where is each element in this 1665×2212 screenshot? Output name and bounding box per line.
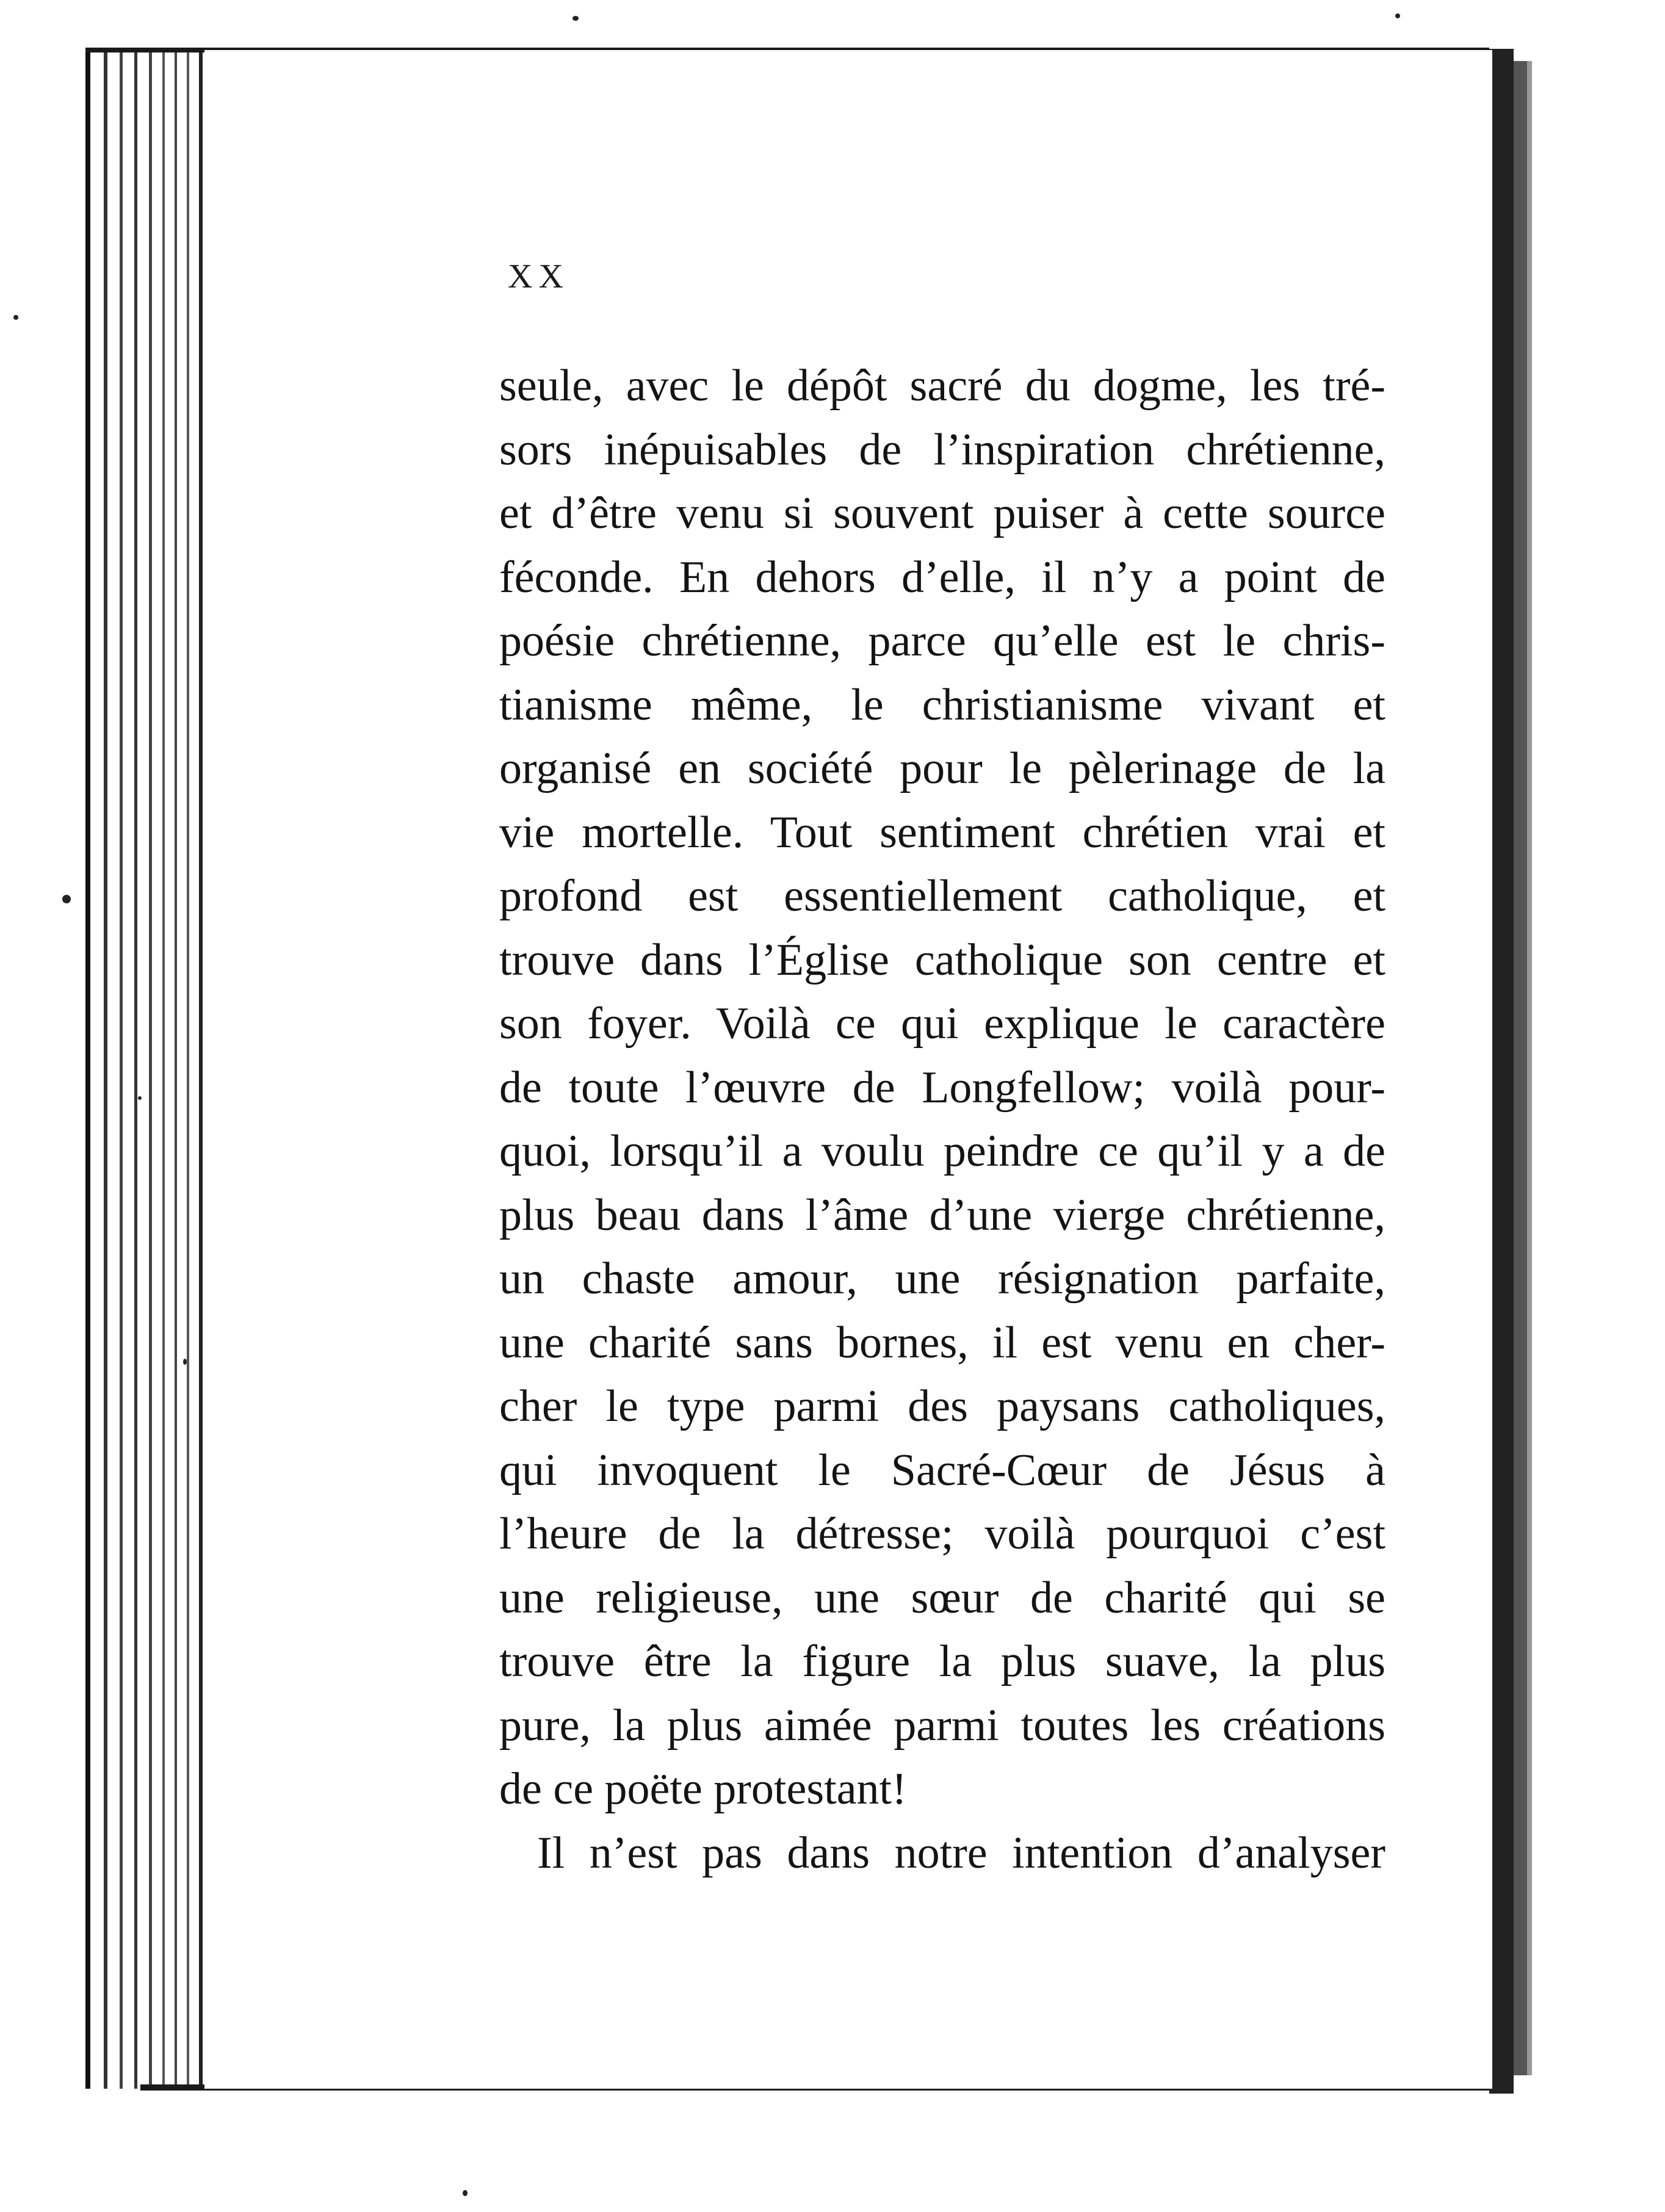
gutter-shadow: [1514, 61, 1527, 2075]
text-line: l’heure de la détresse; voilà pourquoi c’est: [499, 1509, 1385, 1559]
text-line: organisé en société pour le pèlerinage de la: [499, 743, 1385, 793]
page-number: XX: [508, 258, 569, 295]
scan-speck: [138, 1096, 142, 1100]
text-line: vie mortelle. Tout sentiment chrétien vrai et: [499, 807, 1385, 858]
text-line: féconde. En dehors d’elle, il n’y a point de: [499, 552, 1385, 602]
page-edge: [134, 50, 137, 2089]
page-edge: [162, 50, 165, 2089]
scan-speck: [13, 315, 18, 320]
text-line: pure, la plus aimée parmi toutes les créations: [499, 1700, 1385, 1751]
text-line: trouve être la figure la plus suave, la plus: [499, 1636, 1385, 1686]
page-edge: [149, 50, 152, 2089]
scan-speck: [183, 1359, 187, 1365]
text-line: trouve dans l’Église catholique son centre et: [499, 934, 1385, 985]
scan-speck: [463, 2190, 468, 2196]
scan-speck: [1395, 13, 1400, 18]
text-line: quoi, lorsqu’il a voulu peindre ce qu’il y a de: [499, 1126, 1385, 1176]
page-edge: [85, 50, 90, 2089]
text-line: de toute l’œuvre de Longfellow; voilà pour-: [499, 1062, 1385, 1113]
body-text: [499, 354, 1385, 1885]
text-line: Il n’est pas dans notre intention d’analyser: [537, 1827, 1385, 1878]
page-edge: [120, 50, 123, 2089]
gutter-shadow: [1489, 49, 1514, 2094]
text-line: qui invoquent le Sacré-Cœur de Jésus à: [499, 1445, 1385, 1495]
page-edge: [104, 50, 107, 2089]
text-line: plus beau dans l’âme d’une vierge chrétienne,: [499, 1190, 1385, 1240]
gutter-shadow: [1527, 61, 1532, 2075]
page-edge: [199, 50, 203, 2089]
text-line: tianisme même, le christianisme vivant et: [499, 679, 1385, 730]
text-line: une religieuse, une sœur de charité qui se: [499, 1572, 1385, 1623]
text-line: sors inépuisables de l’inspiration chrétienne,: [499, 424, 1385, 475]
text-line: cher le type parmi des paysans catholiques,: [499, 1381, 1385, 1431]
text-line: une charité sans bornes, il est venu en cher-: [499, 1317, 1385, 1368]
text-line: et d’être venu si souvent puiser à cette source: [499, 488, 1385, 538]
text-line: profond est essentiellement catholique, et: [499, 871, 1385, 921]
text-line: poésie chrétienne, parce qu’elle est le chris-: [499, 616, 1385, 666]
scan-speck: [62, 895, 71, 903]
page-edge: [175, 50, 177, 2089]
text-line: un chaste amour, une résignation parfaite,: [499, 1254, 1385, 1304]
text-line: son foyer. Voilà ce qui explique le caractère: [499, 999, 1385, 1049]
scan-speck: [572, 16, 579, 21]
text-line: de ce poëte protestant!: [499, 1764, 907, 1814]
page-edge: [187, 50, 189, 2089]
text-line: seule, avec le dépôt sacré du dogme, les tré-: [499, 361, 1385, 411]
